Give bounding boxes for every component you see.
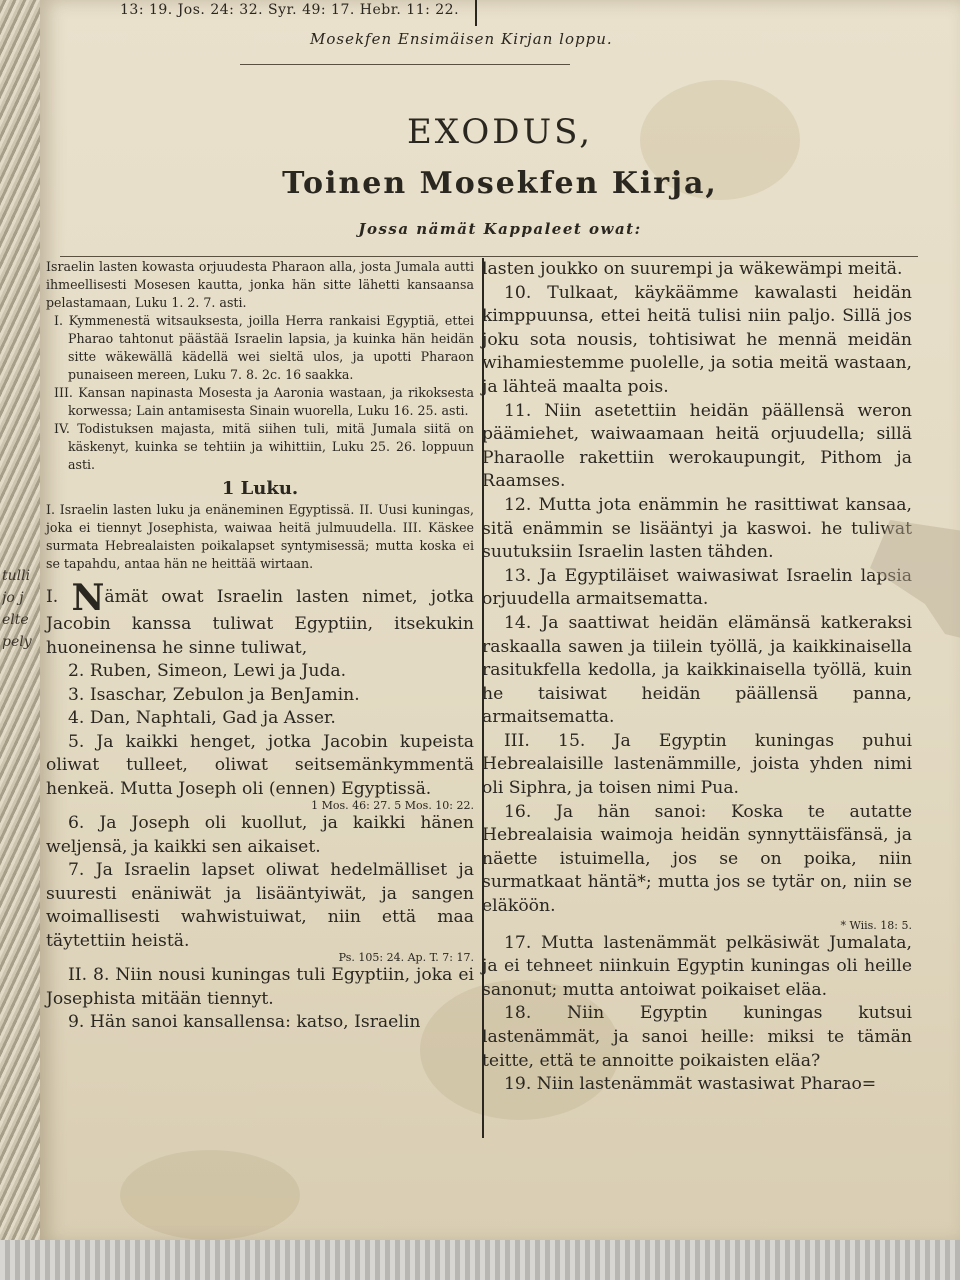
summary-item: III. Kansan napinasta Mosesta ja Aaronia wastaan, ja rikoksesta korwessa; Lain antamisesta Sinain wuorella, Luku 16. 25. asti.	[54, 385, 474, 418]
verse-6: 6. Ja Joseph oli kuollut, ja kaikki hänen weljensä, ja kaikki sen aikaiset.	[46, 813, 474, 857]
section-marker: I.	[46, 587, 59, 607]
divider-rule	[240, 64, 570, 65]
verse-1	[46, 577, 475, 660]
chapter-summary	[46, 501, 474, 573]
book-subtitle: Toinen Mosekfen Kirja,	[282, 166, 718, 201]
right-verses	[482, 258, 912, 1097]
chapter-heading: 1 Luku.	[221, 478, 299, 499]
divider-rule	[60, 256, 918, 257]
verse-9: 9. Hän sanoi kansallensa: katso, Israelin	[68, 1012, 421, 1032]
summary-item: IV. Todistuksen majasta, mitä siihen tuli, mitä Jumala siitä on käskenyt, kuinka se tehtiin ja wihittiin, Luku 25. 26. loppuun asti.	[54, 421, 474, 472]
contents-intro: Jossa nämät Kappaleet owat:	[358, 220, 642, 238]
previous-book-end-note: Mosekfen Ensimäisen Kirjan loppu.	[310, 30, 613, 48]
drop-cap: N	[71, 577, 105, 619]
left-verses	[46, 577, 475, 1035]
book-page	[40, 0, 960, 1245]
verse-18: 18. Niin Egyptin kuningas kutsui lastenämmät, ja sanoi heille: miksi te tämän teitte, että te annoitte poikaisten eläa?	[482, 1003, 912, 1071]
verse-3: 3. Isaschar, Zebulon ja BenJamin.	[68, 684, 360, 705]
left-column	[46, 258, 474, 1035]
fragment: tulli	[2, 568, 31, 584]
verse-text: ämät owat Israelin lasten nimet, jotka Jacobin kanssa tuliwat Egyptiin, itsekukin huoneinensa he sinne tuliwat,	[46, 587, 475, 658]
verse-14: 14. Ja saattiwat heidän elämänsä katkeraksi raskaalla sawen ja tiilein työllä, ja kaikkinaisella rasitukfella kedolla, ja kaikkinaisella työllä, kuin he taisiwat heidän päällensä panna, armaitsematta.	[482, 612, 912, 728]
verse-7-reference: Ps. 105: 24. Ap. T. 7: 17.	[338, 951, 474, 964]
verse-10: 10. Tulkaat, käykäämme kawalasti heidän kimppuunsa, ettei heitä tulisi niin paljo. Sillä jos joku sota nousis, tohtisiwat he mennä meidän wihamiestemme puolelle, ja sotia meitä wastaan, ja lähteä maalta pois.	[482, 282, 912, 397]
verse-16-reference: * Wiis. 18: 5.	[840, 918, 912, 932]
verse-12: 12. Mutta jota enämmin he rasittiwat kansaa, sitä enämmin se lisääntyi ja kaswoi. he tuliwat suutuksiin Israelin lasten tähden.	[482, 494, 912, 563]
summary-intro: Israelin lasten kowasta orjuudesta Pharaon alla, josta Jumala autti ihmeellisesti Mosesen kautta, jonka hän sitte lähetti kansaansa pelastamaan, Luku 1. 2. 7. asti.	[46, 259, 474, 310]
tablecloth-background	[0, 1240, 960, 1280]
summary-item: I. Kymmenestä witsauksesta, joilla Herra rankaisi Egyptiä, ettei Pharao tahtonut päästää Israelin lapsia, ja kuinka hän heidän sitte wäkewällä kädellä wei sieltä ulos, ja upotti Pharaon punaiseen mereen, Luku 7. 8. 2c. 16 saakka.	[54, 313, 474, 382]
verse-4: 4. Dan, Naphtali, Gad ja Asser.	[68, 708, 336, 728]
right-column	[482, 258, 912, 1097]
verse-5-reference: 1 Mos. 46: 27. 5 Mos. 10: 22.	[311, 799, 474, 812]
verse-5: 5. Ja kaikki henget, jotka Jacobin kupeista oliwat tulleet, oliwat seitsemänkymmentä henkeä. Mutta Joseph oli (ennen) Egyptissä.	[46, 731, 474, 799]
fragment: elte	[2, 612, 29, 628]
verse-19: 19. Niin lastenämmät wastasiwat Pharao=	[504, 1074, 877, 1095]
fragment: jo j	[2, 590, 24, 606]
verse-13: 13. Ja Egyptiläiset waiwasiwat Israelin lapsia orjuudella armaitsematta.	[482, 565, 912, 610]
fragment: pely	[2, 634, 32, 650]
book-summary	[46, 258, 474, 474]
verse-9-continued: lasten joukko on suurempi ja wäkewämpi meitä.	[482, 259, 903, 279]
verse-16: 16. Ja hän sanoi: Koska te autatte Hebrealaisia waimoja heidän synnyttäisfänsä, ja näette istuimella, jos se on poika, niin surmatkaat häntä*; mutta jos se tytär on, niin se eläköön.	[482, 801, 912, 917]
book-title: EXODUS,	[406, 112, 594, 152]
verse-8: II. 8. Niin nousi kuningas tuli Egyptiin, joka ei Josephista mitään tiennyt.	[46, 965, 474, 1009]
column-rule-top	[475, 0, 477, 26]
verse-15: III. 15. Ja Egyptin kuningas puhui Hebrealaisille lastenämmille, joista yhden nimi oli Siphra, ja toisen nimi Pua.	[482, 730, 912, 799]
chapter-summary-text: I. Israelin lasten luku ja enäneminen Egyptissä. II. Uusi kuningas, joka ei tiennyt Josephista, waiwaa heitä julmuudella. III. Käskee surmata Hebrealaisten poikalapset syntymisessä; mutta koska ei se tapahdu, antaa hän ne heittää wirtaan.	[46, 502, 474, 571]
verse-2: 2. Ruben, Simeon, Lewi ja Juda.	[68, 661, 347, 681]
verse-11: 11. Niin asetettiin heidän päällensä weron päämiehet, waiwaamaan heitä orjuudella; sillä Pharaolle rakettiin werokaupungit, Pithom ja Raamses.	[482, 400, 912, 492]
verse-7: 7. Ja Israelin lapset oliwat hedelmälliset ja suuresti enäniwät ja lisääntyiwät, ja sangen woimallisesti wahwistuiwat, niin että maa täytettiin heistä.	[46, 860, 474, 951]
cross-references-top: 13: 19. Jos. 24: 32. Syr. 49: 17. Hebr. 11: 22.	[120, 2, 460, 18]
adjacent-page-text-fragments	[2, 565, 36, 653]
verse-17: 17. Mutta lastenämmät pelkäsiwät Jumalata, ja ei tehneet niinkuin Egyptin kuningas oli heille sanonut; mutta antoiwat poikaiset eläa.	[482, 932, 912, 1000]
